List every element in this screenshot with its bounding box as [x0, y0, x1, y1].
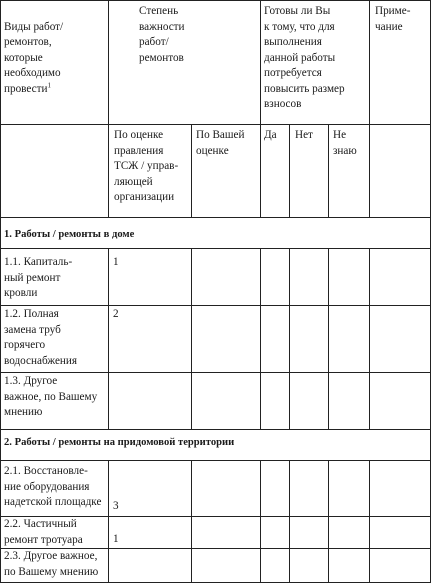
- section-1-divider: [0, 248, 430, 249]
- row-rating: 2: [113, 308, 119, 320]
- row-1-1-divider: [0, 305, 430, 306]
- col-divider: [108, 248, 109, 430]
- row-rating: 1: [113, 256, 119, 268]
- subheader-yes: Да: [264, 129, 277, 141]
- col-divider: [369, 248, 370, 430]
- col-divider: [289, 248, 290, 430]
- subheader-by-you: По Вашей оценке: [196, 129, 245, 157]
- section-title: 2. Работы / ремонты на придомовой территории: [4, 437, 235, 448]
- col-divider: [191, 460, 192, 583]
- col-divider: [108, 0, 109, 218]
- col-divider: [289, 460, 290, 583]
- header-ready: Готовы ли Вы к тому, что для выполнения данной работы потребуется повысить размер взносов: [264, 5, 345, 110]
- header-importance: Степень важности работ/ ремонтов: [139, 5, 185, 64]
- header-work-types-text: Виды работ/ ремонтов, которые необходимо провести: [4, 20, 64, 95]
- row-label: 2.2. Частичный ремонт тротуара: [4, 518, 83, 546]
- subheader-no: Нет: [295, 129, 313, 141]
- subheader-dont-know: Не знаю: [333, 129, 357, 157]
- col-divider: [369, 124, 370, 218]
- col-divider: [108, 460, 109, 583]
- row-1-2-divider: [0, 372, 430, 373]
- section-2-divider: [0, 460, 430, 461]
- col-divider: [289, 124, 290, 218]
- header-divider: [0, 124, 430, 125]
- row-label: 2.3. Другое важное, по Вашему мнению: [4, 550, 99, 578]
- col-divider: [260, 460, 261, 583]
- subheader-divider: [0, 217, 430, 218]
- col-divider: [260, 0, 261, 125]
- col-divider: [328, 248, 329, 430]
- col-divider: [191, 248, 192, 430]
- row-1-3-divider: [0, 429, 430, 430]
- header-work-types: [4, 4, 106, 97]
- footnote-marker: 1: [47, 80, 51, 89]
- col-divider: [369, 460, 370, 583]
- row-label: 2.1. Восстановле- ние оборудования надетской площадке: [4, 465, 102, 508]
- row-label: 1.2. Полная замена труб горячего водоснабжения: [4, 308, 78, 367]
- row-rating: 1: [113, 533, 119, 545]
- col-divider: [369, 0, 370, 125]
- subheader-by-board: По оценке правления ТСЖ / управ- ляющей организации: [114, 129, 179, 203]
- col-divider: [328, 460, 329, 583]
- row-rating: 3: [113, 500, 119, 512]
- col-divider: [260, 248, 261, 430]
- table-left-border: [0, 0, 1, 583]
- col-divider: [328, 124, 329, 218]
- col-divider: [260, 124, 261, 218]
- row-label: 1.1. Капиталь- ный ремонт кровли: [4, 256, 73, 299]
- header-note: Приме- чание: [375, 5, 411, 33]
- section-title: 1. Работы / ремонты в доме: [4, 229, 135, 240]
- row-label: 1.3. Другое важное, по Вашему мнению: [4, 375, 98, 418]
- table-top-border: [0, 0, 430, 1]
- col-divider: [191, 124, 192, 218]
